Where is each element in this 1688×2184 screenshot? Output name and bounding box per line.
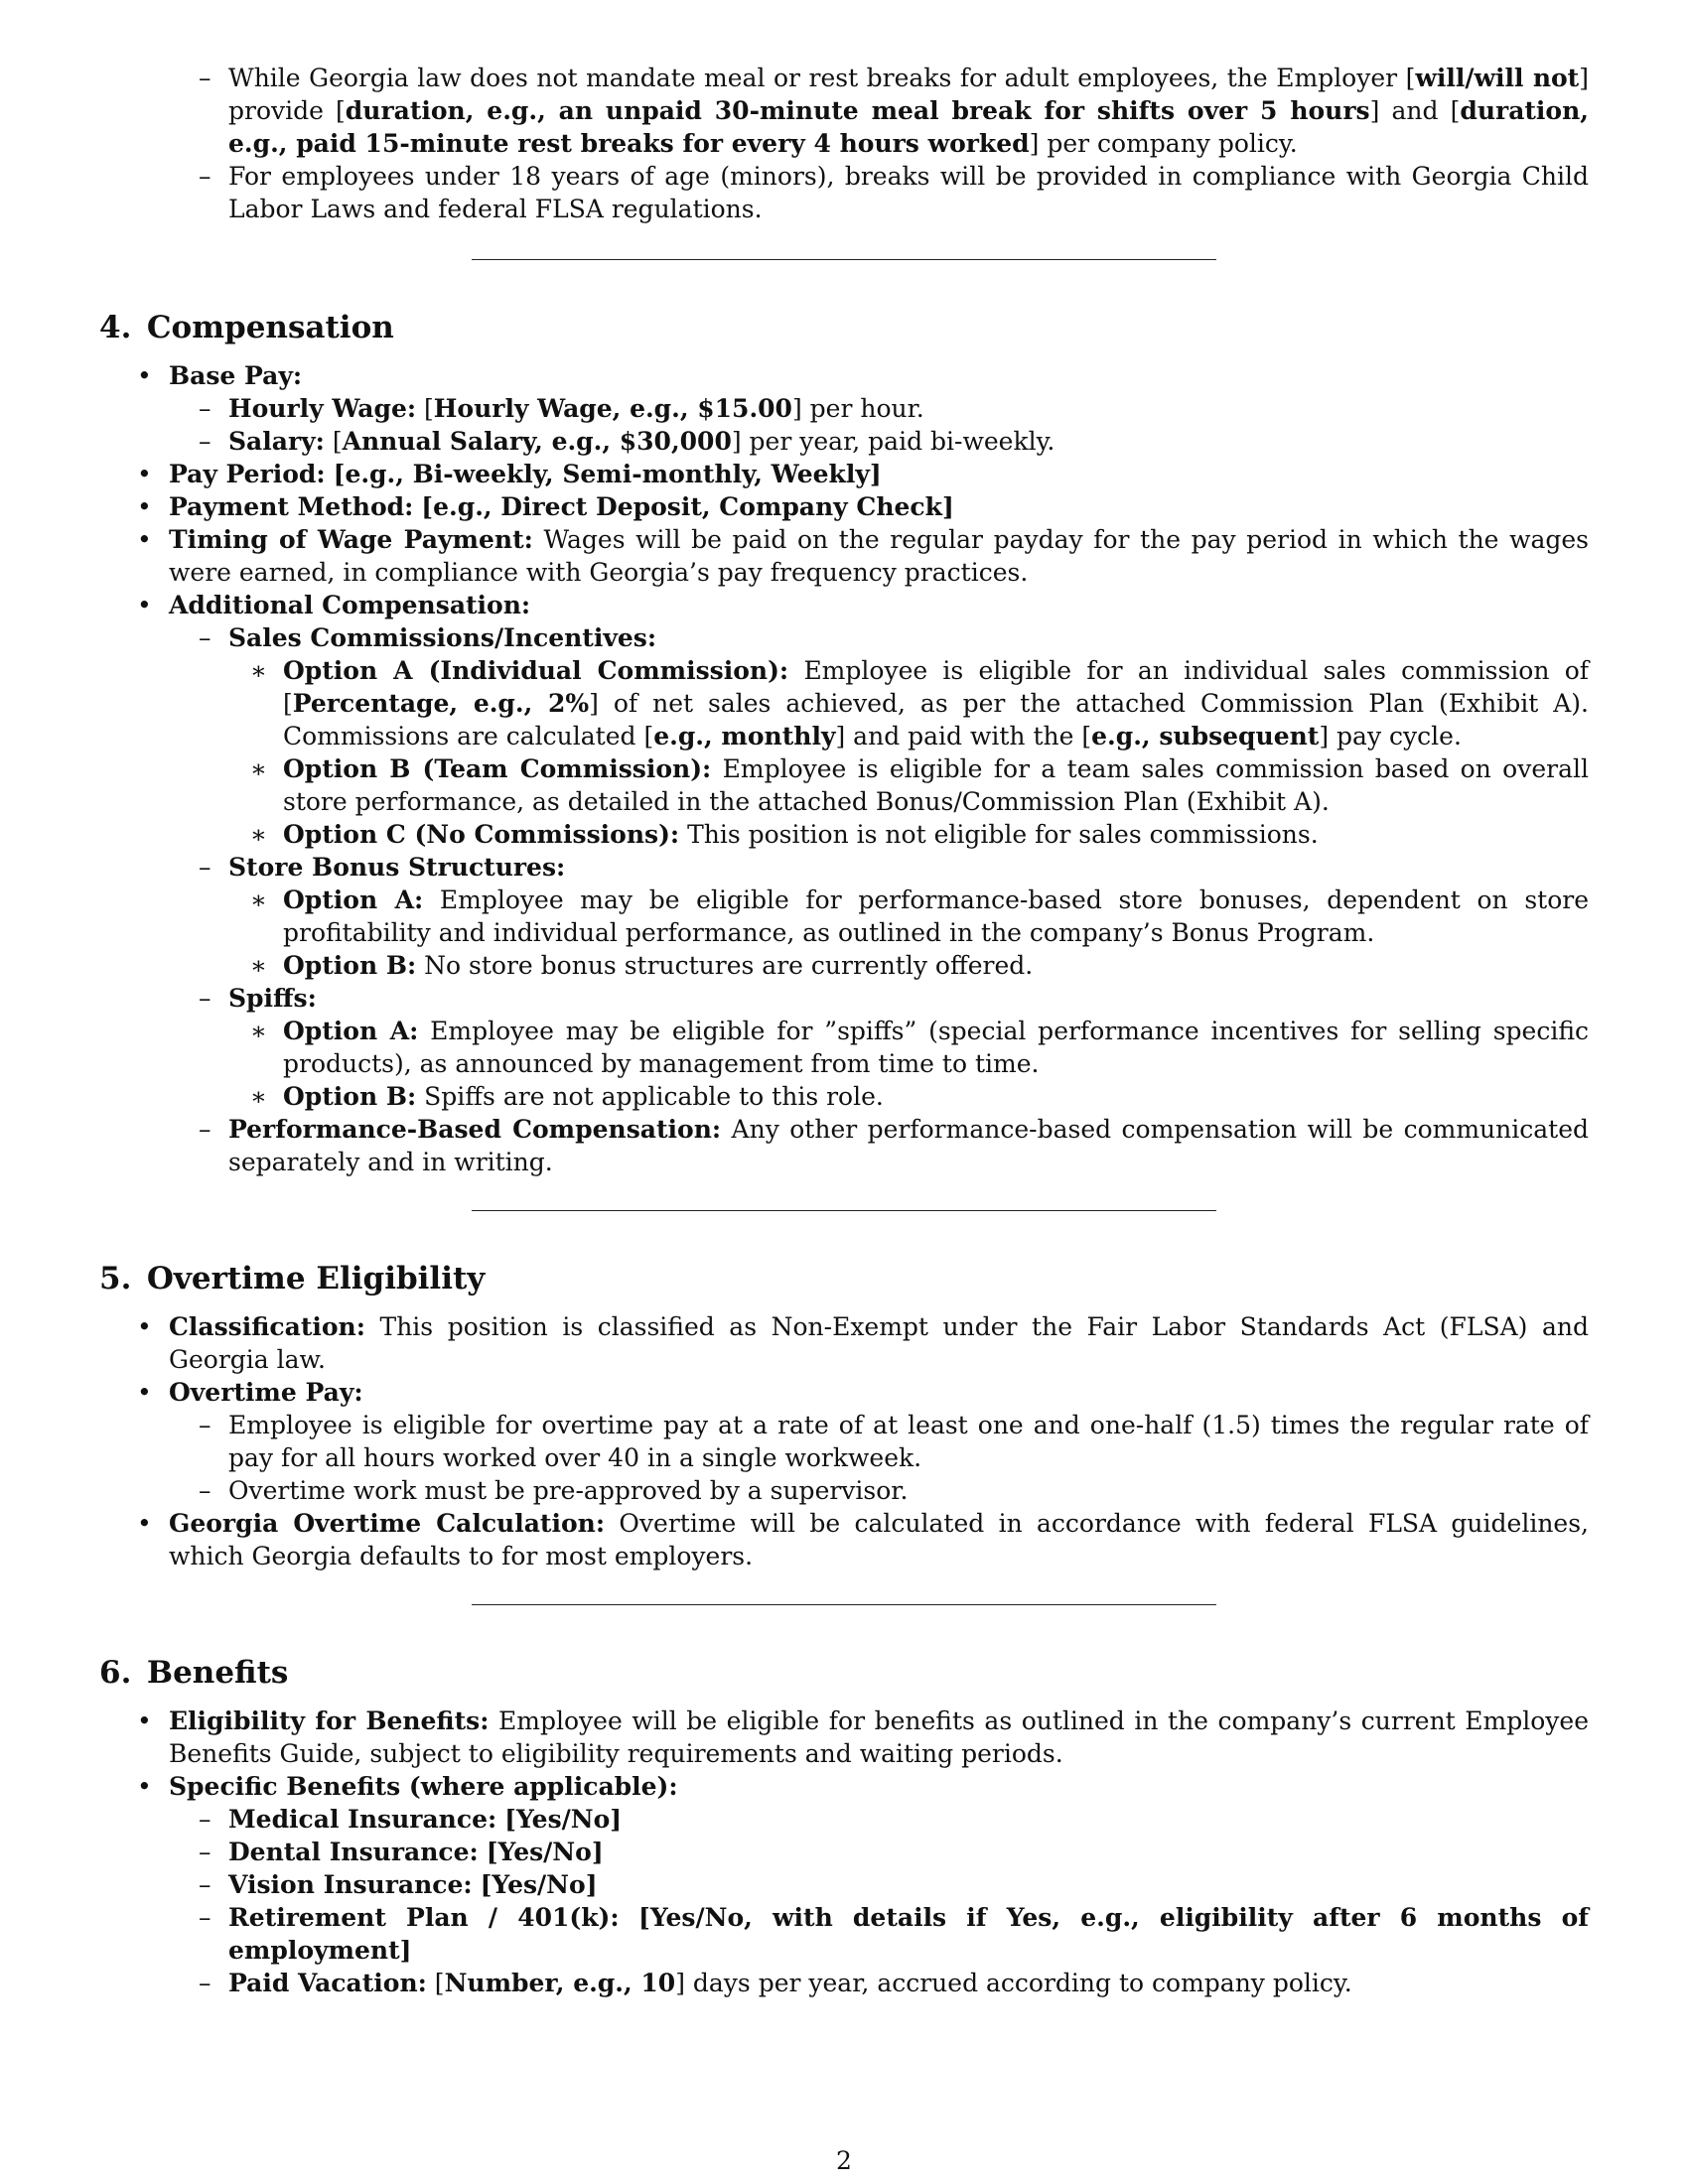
list-item: – For employees under 18 years of age (minors), breaks will be provided in compliance with Georgia Child Labor Laws and federal FLSA regulations. [99, 160, 1589, 225]
list-item: ∗ Option B: Spiffs are not applicable to this role. [99, 1080, 1589, 1113]
section-title-compensation: 4. Compensation [99, 310, 394, 345]
store-bonus-list [228, 884, 1589, 982]
list-item: – Hourly Wage: [Hourly Wage, e.g., $15.00] per hour. [99, 392, 1589, 425]
page-number: 2 [836, 2146, 852, 2175]
list-item: • Payment Method: [e.g., Direct Deposit, Company Check] [99, 490, 1589, 523]
list-item: • Classification: This position is classified as Non-Exempt under the Fair Labor Standards Act (FLSA) and Georgia law. [99, 1310, 1589, 1376]
list-item: • Overtime Pay: – Employee is eligible for overtime pay at a rate of at least one and one-half (1.5) times the regular rate of pay for all hours worked over 40 in a single workweek. – Overtime work must be pre-approved by a supervisor. [99, 1376, 1589, 1507]
list-item: ∗ Option A (Individual Commission): Employee is eligible for an individual sales commission of [Percentage, e.g., 2%] of net sales achieved, as per the attached Commission Plan (Exhibit A). Commissions are calculated [e.g., monthly] and paid with the [e.g., subsequent] pay cycle. [99, 654, 1589, 752]
list-item: • Georgia Overtime Calculation: Overtime will be calculated in accordance with federal FLSA guidelines, which Georgia defaults to for most employers. [99, 1507, 1589, 1572]
document-page [99, 62, 1589, 1999]
benefits-list [99, 1705, 1589, 1999]
overtime-pay-list [169, 1409, 1589, 1507]
list-item: – Overtime work must be pre-approved by a supervisor. [99, 1474, 1589, 1507]
section-divider [472, 1210, 1216, 1211]
list-item: • Base Pay: – Hourly Wage: [Hourly Wage, e.g., $15.00] per hour. – Salary: [Annual Salary, e.g., $30,000] per year, paid bi-weekly. [99, 359, 1589, 458]
list-item: • Pay Period: [e.g., Bi-weekly, Semi-monthly, Weekly] [99, 458, 1589, 490]
overtime-list [99, 1310, 1589, 1572]
compensation-list [99, 359, 1589, 1178]
list-item: ∗ Option A: Employee may be eligible for ”spiffs” (special performance incentives for selling specific products), as announced by management from time to time. [99, 1015, 1589, 1080]
list-item: • Additional Compensation: – Sales Commissions/Incentives: ∗ Option A (Individual Commission): Employee is eligible for an individual sales commission of [Percentage, e.g., 2%] of net sales achieved, as per the attached Commission Plan (Exhibit A). Commissions are calculated [e.g., monthly] and paid with the [e.g., subsequent] pay cycle. ∗ Option B (Team Commission): Employee is eligible for a team sales commission based on overall store performance, as detailed in the attached Bonus/Commission Plan (Exhibit A). ∗ Option C (No Commissions): This position is not eligible for sales commissions. – Store Bonus Structures: ∗ Option A: Employee may be eligible for performance-based store bonuses, dependent on store profitability and individual performance, as outlined in the company’s Bonus Program. ∗ Option B: No store bonus structures are currently offered. – Spiffs: ∗ Option A: Employee may be eligible for ”spiffs” (special performance incentives for selling specific products), as announced by management from time to time. ∗ Option B: Spiffs are not applicable to this role. – Performance-Based Compensation: Any other performance-based compensation will be communicated separately and in writing. [99, 589, 1589, 1178]
list-item: – Retirement Plan / 401(k): [Yes/No, with details if Yes, e.g., eligibility after 6 months of employment] [99, 1901, 1589, 1967]
list-item: – Spiffs: ∗ Option A: Employee may be eligible for ”spiffs” (special performance incentives for selling specific products), as announced by management from time to time. ∗ Option B: Spiffs are not applicable to this role. [99, 982, 1589, 1113]
spiffs-list [228, 1015, 1589, 1113]
list-item: ∗ Option C (No Commissions): This position is not eligible for sales commissions. [99, 818, 1589, 851]
list-item: – Performance-Based Compensation: Any other performance-based compensation will be communicated separately and in writing. [99, 1113, 1589, 1178]
list-item: – Medical Insurance: [Yes/No] [99, 1803, 1589, 1836]
sales-options-list [228, 654, 1589, 851]
additional-comp-list [169, 621, 1589, 1178]
base-pay-list [169, 392, 1589, 458]
section-divider [472, 259, 1216, 260]
breaks-list [99, 62, 1589, 225]
list-item: – While Georgia law does not mandate meal or rest breaks for adult employees, the Employer [will/will not] provide [duration, e.g., an unpaid 30-minute meal break for shifts over 5 hours] and [duration, e.g., paid 15-minute rest breaks for every 4 hours worked] per company policy. [99, 62, 1589, 160]
list-item: • Specific Benefits (where applicable): – Medical Insurance: [Yes/No] – Dental Insurance: [Yes/No] – Vision Insurance: [Yes/No] – Retirement Plan / 401(k): [Yes/No, with details if Yes, e.g., eligibility after 6 months of employment] – Paid Vacation: [Number, e.g., 10] days per year, accrued according to company policy. [99, 1770, 1589, 1999]
list-item: • Eligibility for Benefits: Employee will be eligible for benefits as outlined in the company’s current Employee Benefits Guide, subject to eligibility requirements and waiting periods. [99, 1705, 1589, 1770]
section-title-benefits: 6. Benefits [99, 1655, 289, 1691]
specific-benefits-list [169, 1803, 1589, 1999]
list-item: – Paid Vacation: [Number, e.g., 10] days per year, accrued according to company policy. [99, 1967, 1589, 1999]
section-title-overtime: 5. Overtime Eligibility [99, 1261, 486, 1297]
list-item: – Store Bonus Structures: ∗ Option A: Employee may be eligible for performance-based store bonuses, dependent on store profitability and individual performance, as outlined in the company’s Bonus Program. ∗ Option B: No store bonus structures are currently offered. [99, 851, 1589, 982]
list-item: – Vision Insurance: [Yes/No] [99, 1868, 1589, 1901]
section-divider [472, 1604, 1216, 1605]
list-item: – Dental Insurance: [Yes/No] [99, 1836, 1589, 1868]
list-item: • Timing of Wage Payment: Wages will be paid on the regular payday for the pay period in which the wages were earned, in compliance with Georgia’s pay frequency practices. [99, 523, 1589, 589]
list-item: ∗ Option B: No store bonus structures are currently offered. [99, 949, 1589, 982]
list-item: ∗ Option B (Team Commission): Employee is eligible for a team sales commission based on overall store performance, as detailed in the attached Bonus/Commission Plan (Exhibit A). [99, 752, 1589, 818]
list-item: ∗ Option A: Employee may be eligible for performance-based store bonuses, dependent on store profitability and individual performance, as outlined in the company’s Bonus Program. [99, 884, 1589, 949]
list-item: – Salary: [Annual Salary, e.g., $30,000] per year, paid bi-weekly. [99, 425, 1589, 458]
list-item: – Sales Commissions/Incentives: ∗ Option A (Individual Commission): Employee is eligible for an individual sales commission of [Percentage, e.g., 2%] of net sales achieved, as per the attached Commission Plan (Exhibit A). Commissions are calculated [e.g., monthly] and paid with the [e.g., subsequent] pay cycle. ∗ Option B (Team Commission): Employee is eligible for a team sales commission based on overall store performance, as detailed in the attached Bonus/Commission Plan (Exhibit A). ∗ Option C (No Commissions): This position is not eligible for sales commissions. [99, 621, 1589, 851]
list-item: – Employee is eligible for overtime pay at a rate of at least one and one-half (1.5) times the regular rate of pay for all hours worked over 40 in a single workweek. [99, 1409, 1589, 1474]
